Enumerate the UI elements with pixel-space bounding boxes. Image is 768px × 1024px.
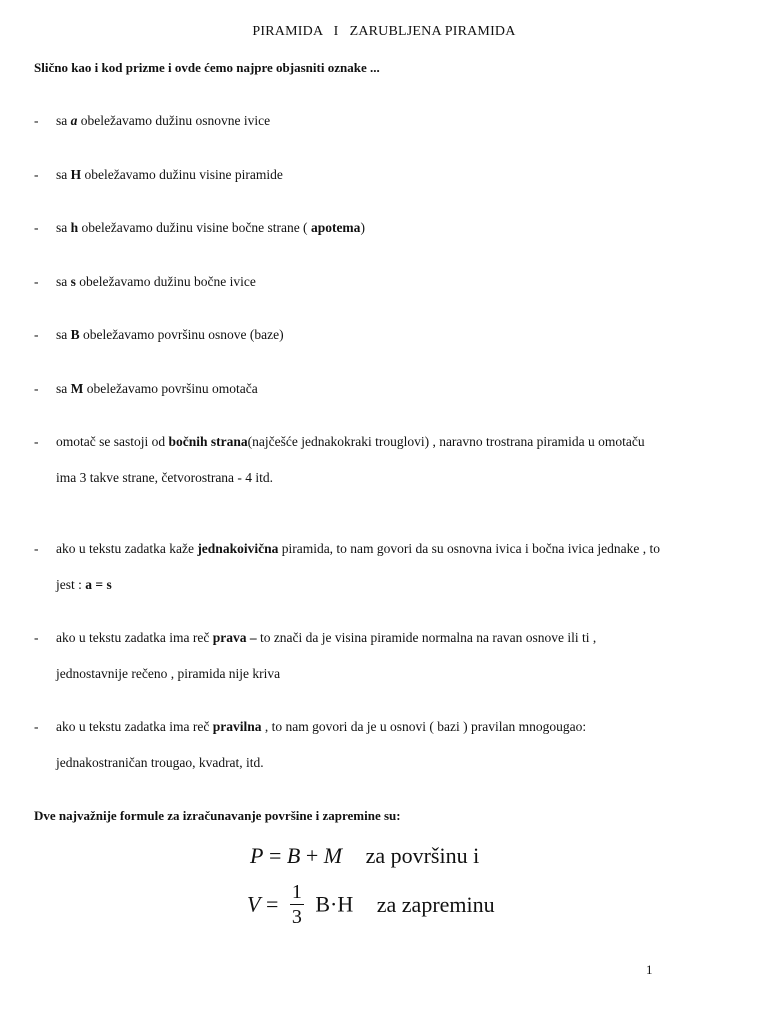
title-part-zarubljena: ZARUBLJENA PIRAMIDA — [349, 24, 516, 39]
term-jednakoivicna: jednakoivična — [197, 541, 279, 556]
term-prava: prava – — [212, 630, 257, 645]
symbol-M: M — [70, 381, 84, 396]
bullet-omotac-line2: ima 3 takve strane, četvorostrana - 4 itd. — [56, 470, 274, 485]
fraction-one-third: $\frac{1}{3}$ — [291, 881, 302, 928]
intro-paragraph: Slično kao i kod prizme i ovde ćemo najpre objasniti oznake ... — [34, 60, 380, 75]
title-part-piramida: PIRAMIDA — [252, 24, 323, 39]
page-number: 1 — [646, 962, 653, 977]
bullet-pravilna-line2: jednakostraničan trougao, kvadrat, itd. — [56, 755, 264, 770]
symbol-h: h — [70, 220, 79, 235]
document-page: PIRAMIDA I ZARUBLJENA PIRAMIDA Slično kao i kod prizme i ovde ćemo najpre objasniti oznake ... - sa a obeležavamo dužinu osnovne ivice - sa H obeležavamo dužinu visine piramide - sa h obeležavamo dužinu visine bočne strane ( apotema) - sa s obeležavamo dužinu bočne ivice - sa B obeležavamo površinu osnove (baze) - sa M obeležavamo površinu omotača - omotač se sastoji od bočnih strana(najčešće jednakokraki trouglovi) , naravno trostrana piramida u omotaču ima 3 takve strane, četvorostrana - 4 itd. - ako u tekstu zadatka kaže jednakoivična piramida, to nam govori da su osnovna ivica i bočna ivica jednake , to jest : a = s - ako u tekstu zadatka ima reč prava – to znači da je visina piramide normalna na ravan osnove ili ti , jednostavnije rečeno , piramida nije kriva - ako u tekstu zadatka ima reč pravilna , to nam govori da je u osnovi ( bazi ) pravilan mnogougao: jednakostraničan trougao, kvadrat, itd. Dve najvažnije formule za izračunavanje površine i zapremine su: P = B + M za površinu i V = $\frac{1}{3}$ B·H za zapreminu 1 — [0, 0, 768, 1024]
bullet-prava-line2: jednostavnije rečeno , piramida nije kriva — [56, 666, 281, 681]
page-title — [0, 24, 768, 40]
term-bocnih-strana: bočnih strana — [168, 434, 248, 449]
equation-a-equals-s: a = s — [85, 577, 112, 592]
title-part-i: I — [333, 24, 339, 39]
symbol-B: B — [70, 327, 80, 342]
term-apotema: apotema — [310, 220, 361, 235]
formula-surface: P = B + M za površinu i — [250, 843, 480, 868]
bullet-jednakoivicna-line2: jest : a = s — [56, 577, 112, 592]
formula-surface-label: za površinu i — [365, 843, 480, 868]
symbol-a: a — [70, 113, 78, 128]
symbol-s: s — [70, 274, 76, 289]
bullet-dash: - — [34, 113, 39, 128]
formula-volume: V = $\frac{1}{3}$ B·H za zapreminu — [247, 881, 495, 928]
formula-volume-label: za zapreminu — [376, 891, 495, 917]
formulas-heading: Dve najvažnije formule za izračunavanje površine i zapremine su: — [34, 808, 401, 823]
symbol-H: H — [70, 167, 82, 182]
term-pravilna: pravilna — [212, 719, 262, 734]
